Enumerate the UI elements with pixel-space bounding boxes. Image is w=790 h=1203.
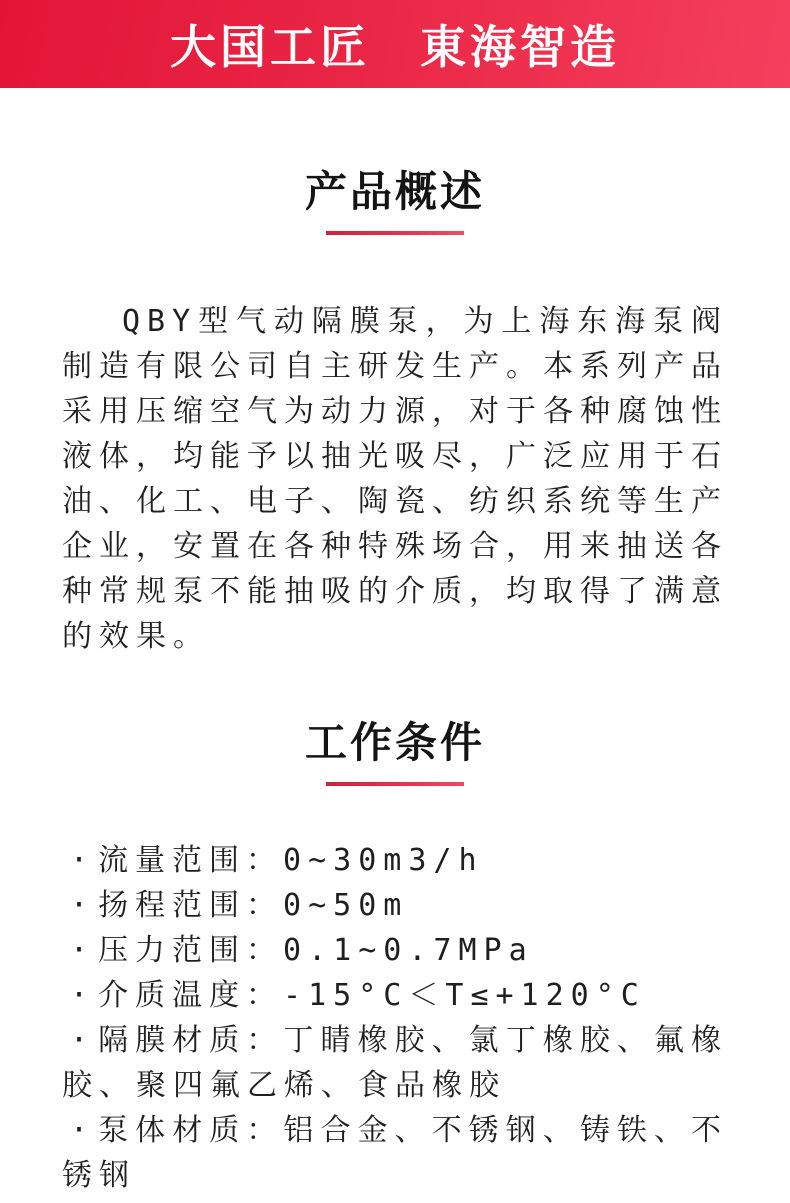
spec-item-pump-body-material xyxy=(62,1108,728,1198)
bullet-icon: · xyxy=(70,978,89,1013)
bullet-icon: · xyxy=(70,1023,89,1058)
spec-item-medium-temperature xyxy=(62,973,728,1018)
overview-heading: 产品概述 xyxy=(304,168,485,215)
conditions-heading: 工作条件 xyxy=(304,719,485,766)
bullet-icon: · xyxy=(70,1113,89,1148)
spec-list xyxy=(62,838,728,1198)
spec-item-flow-range xyxy=(62,838,728,883)
spec-item-head-range xyxy=(62,883,728,928)
spec-item-diaphragm-material xyxy=(62,1018,728,1108)
section-working-conditions xyxy=(0,716,790,1198)
overview-heading-underline xyxy=(326,231,464,235)
overview-paragraph: QBY型气动隔膜泵，为上海东海泵阀制造有限公司自主研发生产。本系列产品采用压缩空气为动力源，对于各种腐蚀性液体，均能予以抽光吸尽，广泛应用于石油、化工、电子、陶瓷、纺织系统等生产企业，安置在各种特殊场合，用来抽送各种常规泵不能抽吸的介质，均取得了满意的效果。 xyxy=(62,304,728,654)
spec-item-text: 隔膜材质：丁睛橡胶、氯丁橡胶、氟橡胶、聚四氟乙烯、食品橡胶 xyxy=(62,1023,728,1103)
bullet-icon: · xyxy=(70,933,89,968)
promo-banner xyxy=(0,0,790,88)
bullet-icon: · xyxy=(70,888,89,923)
section-product-overview xyxy=(0,165,790,659)
spec-item-pressure-range xyxy=(62,928,728,973)
spec-item-text: 压力范围：0.1~0.7MPa xyxy=(98,933,534,968)
conditions-heading-underline xyxy=(326,782,464,786)
bullet-icon: · xyxy=(70,843,89,878)
spec-item-text: 流量范围：0~30m3/h xyxy=(98,843,484,878)
spec-item-text: 扬程范围：0~50m xyxy=(98,888,409,923)
promo-banner-title: 大国工匠 東海智造 xyxy=(170,21,620,73)
spec-item-text: 介质温度：-15°C＜T≤+120°C xyxy=(98,978,646,1013)
spec-item-text: 泵体材质：铝合金、不锈钢、铸铁、不锈钢 xyxy=(62,1113,728,1193)
